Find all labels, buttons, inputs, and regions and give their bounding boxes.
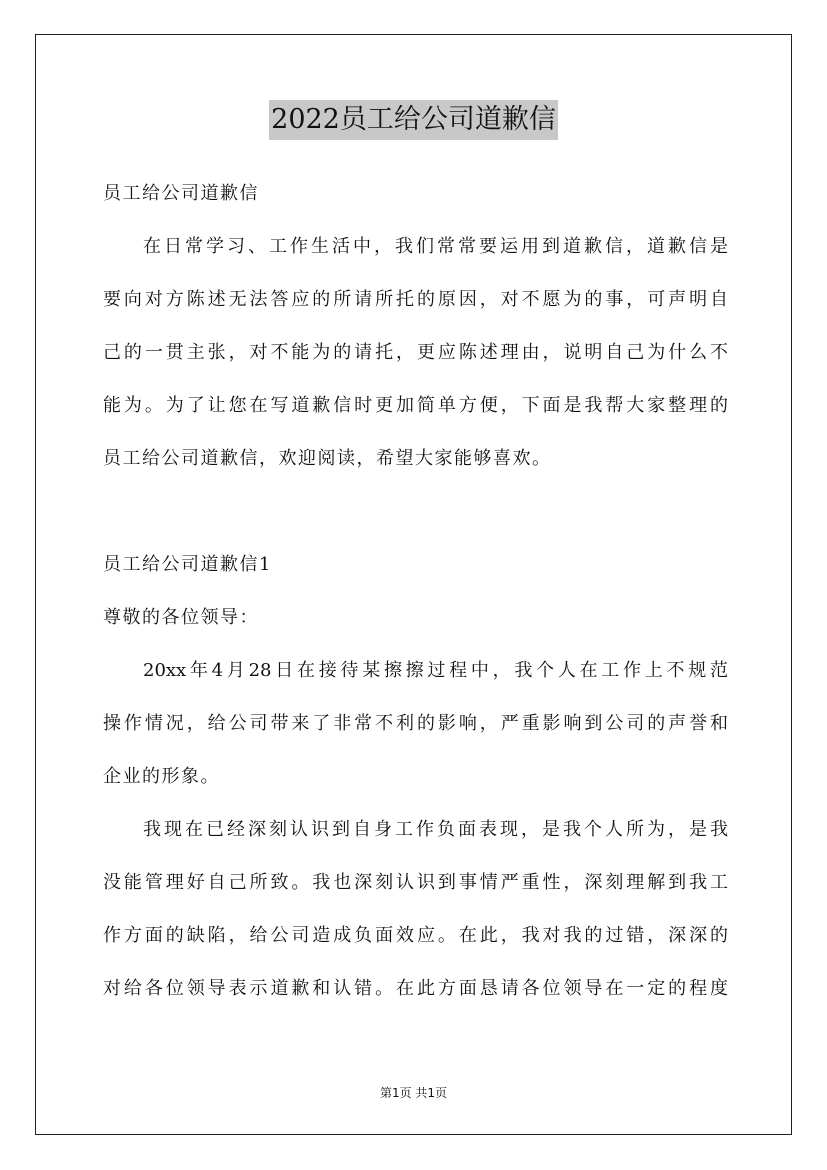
- text-line: 操作情况，给公司带来了非常不利的影响，严重影响到公司的声誉和: [103, 713, 728, 734]
- text-line: 没能管理好自己所致。我也深刻认识到事情严重性，深刻理解到我工: [103, 872, 728, 893]
- text-line: 员工给公司道歉信: [103, 183, 259, 204]
- text-line: 员工给公司道歉信1: [103, 554, 272, 575]
- text-line: 企业的形象。: [103, 766, 220, 787]
- text-line: 要向对方陈述无法答应的所请所托的原因，对不愿为的事，可声明自: [103, 289, 728, 310]
- text-line: 能为。为了让您在写道歉信时更加简单方便，下面是我帮大家整理的: [103, 395, 728, 416]
- text-line: 尊敬的各位领导：: [103, 607, 259, 628]
- text-line: 我现在已经深刻认识到自身工作负面表现，是我个人所为，是我: [143, 819, 728, 840]
- text-line: 对给各位领导表示道歉和认错。在此方面恳请各位领导在一定的程度: [103, 978, 728, 999]
- blank-line: [103, 490, 728, 543]
- text-line: 作方面的缺陷，给公司造成负面效应。在此，我对我的过错，深深的: [103, 925, 728, 946]
- document-body: [103, 172, 728, 1020]
- title-container: [0, 100, 827, 140]
- text-line: 员工给公司道歉信，欢迎阅读，希望大家能够喜欢。: [103, 448, 552, 469]
- text-line: 己的一贯主张，对不能为的请托，更应陈述理由，说明自己为什么不: [103, 342, 728, 363]
- text-line: 20xx年4月28日在接待某擦擦过程中，我个人在工作上不规范: [143, 660, 728, 681]
- document-title: 2022员工给公司道歉信: [269, 100, 558, 140]
- text-line: 在日常学习、工作生活中，我们常常要运用到道歉信，道歉信是: [143, 236, 728, 257]
- page-footer: 第1页 共1页: [379, 1086, 448, 1100]
